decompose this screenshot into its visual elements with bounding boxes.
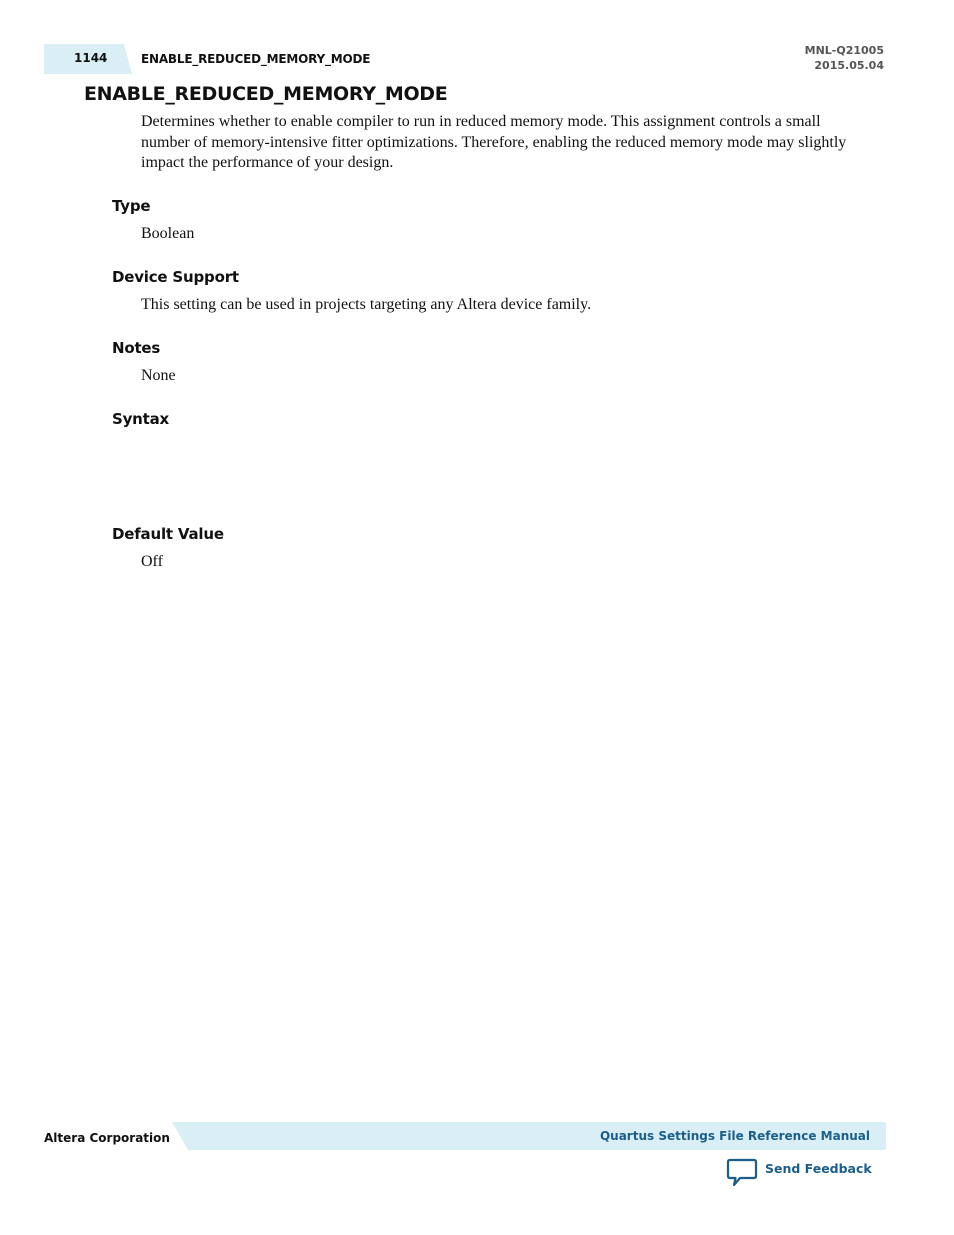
company-name: Altera Corporation [44,1131,170,1145]
notes-value: None [141,367,176,384]
page-number: 1144 [74,51,108,65]
section-description: Determines whether to enable compiler to run in reduced memory mode. This assignment controls a small number of memory-intensive fitter optimizations. Therefore, enabling the reduced memory mode may slightly impact the performance of your design. [141,113,847,171]
type-value: Boolean [141,225,195,242]
default-value-heading: Default Value [112,525,224,543]
device-support-value: This setting can be used in projects targeting any Altera device family. [141,296,592,313]
send-feedback-label: Send Feedback [765,1161,872,1176]
notes-heading: Notes [112,339,161,357]
section-title: ENABLE_REDUCED_MEMORY_MODE [84,83,448,105]
send-feedback-link[interactable] [726,1158,872,1188]
document-meta [805,43,884,73]
default-value: Off [141,553,163,570]
device-support-heading: Device Support [112,268,239,286]
type-heading: Type [112,197,151,215]
document-date: 2015.05.04 [814,59,884,72]
manual-title[interactable]: Quartus Settings File Reference Manual [599,1129,870,1143]
running-title: ENABLE_REDUCED_MEMORY_MODE [141,52,371,66]
speech-bubble-icon [726,1158,758,1188]
document-id: MNL-Q21005 [804,44,884,57]
syntax-heading: Syntax [112,410,170,428]
